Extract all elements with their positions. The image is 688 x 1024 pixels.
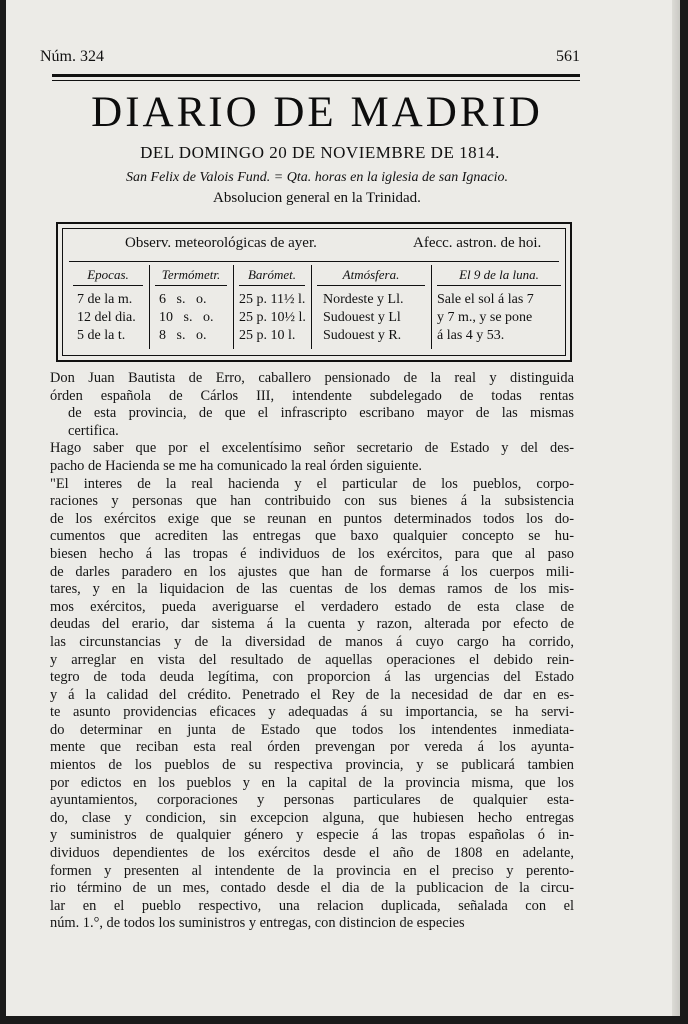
text-line: lar en el pueblo respectivo, una relacion duplicada, señalada con el: [50, 897, 574, 914]
text-line: certifica.: [68, 422, 119, 439]
column-divider: [149, 265, 150, 349]
issue-number: Núm. 324: [40, 48, 104, 65]
table-inner-border: [62, 228, 566, 356]
text-line: mientos de los pueblos de su respectiva provincia, y se publicará tambien: [50, 757, 574, 774]
page-number: 561: [556, 48, 580, 65]
meteorological-table: [56, 222, 572, 362]
meteo-heading: Observ. meteorológicas de ayer.: [125, 235, 317, 251]
text-line: de esta provincia, de que el infrascripto escribano mayor de las mismas: [68, 405, 574, 422]
text-line: pacho de Hacienda se me ha comunicado la real órden siguiente.: [50, 457, 422, 474]
column-divider: [311, 265, 312, 349]
table-cell: 6 s. o.: [159, 292, 207, 307]
text-line: y á la calidad del crédito. Penetrado el Rey de la necesidad de dar en es-: [50, 686, 574, 703]
column-luna: [433, 265, 565, 351]
table-cell: Sudouest y R.: [323, 328, 402, 343]
column-termometro: [151, 265, 231, 351]
column-rule: [73, 285, 143, 286]
column-rule: [437, 285, 561, 286]
issue-header: [40, 48, 580, 66]
column-header: El 9 de la luna.: [459, 267, 539, 282]
text-line: mente que reciban esta real órden prevengan por vereda á los ayunta-: [50, 739, 574, 756]
table-cell: 8 s. o.: [159, 328, 207, 343]
column-header: Barómet.: [247, 267, 297, 282]
text-line: do determinar en junta de Estado que todos los intendentes inmediata-: [50, 721, 574, 738]
masthead-title: DIARIO DE MADRID: [91, 89, 543, 136]
text-line: raciones y personas que han contribuido con sus bienes á la subsistencia: [50, 493, 574, 510]
article-body: [50, 370, 574, 933]
dateline: DEL DOMINGO 20 DE NOVIEMBRE DE 1814.: [140, 143, 500, 162]
text-line: de los exércitos exige que se reunan en puntos determinados todos los do-: [50, 510, 574, 527]
text-line: Hago saber que por el excelentísimo señor secretario de Estado y del des-: [50, 440, 574, 457]
table-cell: 10 s. o.: [159, 310, 214, 325]
text-line: do, clase y condicion, sin excepcion alguna, que hubiesen hecho entregas: [50, 809, 574, 826]
text-line: cumentos que acrediten las entregas que baxo qualquier concepto se hu-: [50, 528, 574, 545]
newspaper-page: [6, 0, 680, 1016]
column-header: Atmósfera.: [342, 267, 400, 282]
text-line: órden española de Cárlos III, intendente subdelegado de todas rentas: [50, 387, 574, 404]
text-line: rio término de un mes, contado desde el dia de la publicacion de la circu-: [50, 880, 574, 897]
column-rule: [317, 285, 425, 286]
text-line: dividuos dependientes de los exércitos desde el año de 1808 en adelante,: [50, 845, 574, 862]
table-cell: 25 p. 11½ l.: [239, 292, 306, 307]
table-cell: Sale el sol á las 7: [437, 292, 534, 307]
text-line: de darles paradero en los ajustes que han de formarse á los cuerpos mili-: [50, 563, 574, 580]
text-line: las circunstancias y de la diversidad de manos á cuyo cargo ha corrido,: [50, 633, 574, 650]
column-rule: [239, 285, 305, 286]
table-cell: y 7 m., y se pone: [437, 310, 533, 325]
text-line: ayuntamientos, corporaciones y personas particulares de qualquier esta-: [50, 792, 574, 809]
text-line: biesen hecho á las tropas é individuos de los exércitos, para que al paso: [50, 545, 574, 562]
column-barometro: [235, 265, 309, 351]
absolution-note: Absolucion general en la Trinidad.: [213, 190, 421, 206]
column-header: Epocas.: [87, 267, 129, 282]
table-heading-rule: [69, 261, 559, 262]
text-line: "El interes de la real hacienda y el particular de los pueblos, corpo-: [50, 475, 574, 492]
text-line: deudas del erario, dar sistema á la cuenta y razon, alterada por efecto de: [50, 616, 574, 633]
table-cell: 5 de la t.: [77, 328, 126, 343]
text-line: tares, y en la liquidacion de las cuentas de los demas ramos de los mis-: [50, 581, 574, 598]
text-line: y suministros de qualquier género y especie á las tropas españolas ó in-: [50, 827, 574, 844]
text-line: Don Juan Bautista de Erro, caballero pensionado de la real y distinguida: [50, 370, 574, 386]
table-cell: 25 p. 10½ l.: [239, 310, 306, 325]
column-rule: [155, 285, 227, 286]
text-line: mos exércitos, pueda averiguarse el verdadero estado de esta clase de: [50, 598, 574, 615]
table-cell: 12 del dia.: [77, 310, 136, 325]
table-cell: 7 de la m.: [77, 292, 133, 307]
text-line: formen y presenten al intendente de la provincia en el preciso y perento-: [50, 862, 574, 879]
text-line: y arreglar en vista del resultado de aquellas operaciones el debido rein-: [50, 651, 574, 668]
text-line: te asunto providencias eficaces y adequadas á su importancia, se ha servi-: [50, 704, 574, 721]
table-cell: á las 4 y 53.: [437, 328, 505, 343]
header-rule-thick: [52, 74, 580, 77]
column-header: Termómetr.: [161, 267, 221, 282]
text-line: núm. 1.°, de todos los suministros y entregas, con distincion de especies: [50, 915, 465, 932]
column-divider: [431, 265, 432, 349]
table-cell: Nordeste y Ll.: [323, 292, 404, 307]
saint-of-day: San Felix de Valois Fund. = Qta. horas en la iglesia de san Ignacio.: [126, 170, 508, 185]
astro-heading: Afecc. astron. de hoi.: [413, 235, 542, 251]
table-cell: 25 p. 10 l.: [239, 328, 296, 343]
column-epocas: [69, 265, 147, 351]
header-rule-thin: [52, 80, 580, 81]
page-edge: [672, 0, 680, 1016]
text-line: tegro de toda deuda legítima, con proporcion á las urgencias del Estado: [50, 669, 574, 686]
column-divider: [233, 265, 234, 349]
text-line: por edictos en los pueblos y en la capital de la provincia misma, que los: [50, 774, 574, 791]
table-cell: Sudouest y Ll: [323, 310, 401, 325]
column-atmosfera: [313, 265, 429, 351]
